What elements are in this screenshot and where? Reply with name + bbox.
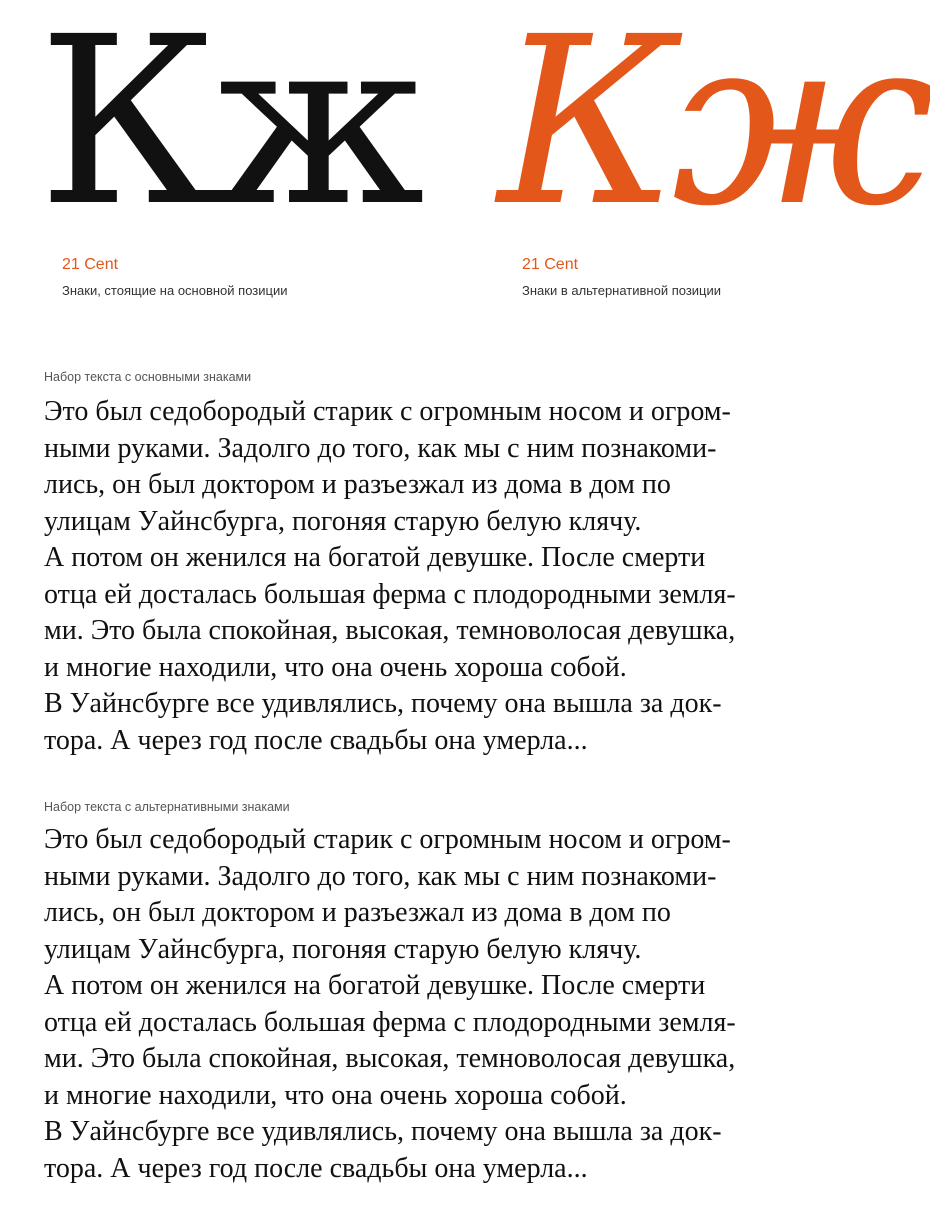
text-line: ными руками. Задолго до того, как мы с ним познакоми- [44,860,717,892]
main-glyphs: Кж [38,0,419,257]
main-text-label: Набор текста с основными знаками [44,370,252,384]
alternate-font-name: 21 Cent [522,256,579,273]
text-line: Это был седобородый старик с огромным носом и огром- [44,396,731,427]
text-line: ными руками. Задолго до того, как мы с ним познакоми- [44,432,717,464]
text-line: отца ей досталась большая ферма с плодородными земля- [44,1006,736,1038]
text-line: улицам Уайнсбурга, погоняя старую белую клячу. [44,933,642,965]
main-font-name: 21 Cent [62,256,119,273]
text-line: улицам Уайнсбурга, погоняя старую белую клячу. [44,505,642,537]
text-line: лись, он был доктором и разъезжал из дома в дом по [44,469,671,500]
text-line: А потом он женился на богатой девушке. После смерти [44,970,706,1001]
alternate-text-sample [44,822,924,1187]
text-line: А потом он женился на богатой девушке. После смерти [44,542,706,573]
text-line: отца ей досталась большая ферма с плодородными земля- [44,578,736,610]
text-line: В Уайнсбурге все удивлялись, почему она вышла за док- [44,688,722,719]
text-line: лись, он был доктором и разъезжал из дома в дом по [44,897,671,928]
text-line: ми. Это была спокойная, высокая, темноволосая девушка, [44,615,736,646]
text-line: и многие находили, что она очень хороша собой. [44,651,627,683]
text-line: тора. А через год после свадьбы она умерла... [44,724,588,756]
alternate-glyphs: Кж [498,0,930,257]
main-specimen [38,0,458,310]
text-line: В Уайнсбурге все удивлялись, почему она вышла за док- [44,1116,722,1147]
text-line: ми. Это была спокойная, высокая, темноволосая девушка, [44,1043,736,1074]
main-caption: Знаки, стоящие на основной позиции [62,283,288,298]
main-text-sample [44,394,924,759]
text-line: Это был седобородый старик с огромным носом и огром- [44,824,731,855]
alternate-caption: Знаки в альтернативной позиции [522,283,722,298]
text-line: тора. А через год после свадьбы она умерла... [44,1152,588,1184]
alternate-specimen [498,0,930,310]
alternate-text-label: Набор текста с альтернативными знаками [44,800,290,814]
text-line: и многие находили, что она очень хороша собой. [44,1079,627,1111]
